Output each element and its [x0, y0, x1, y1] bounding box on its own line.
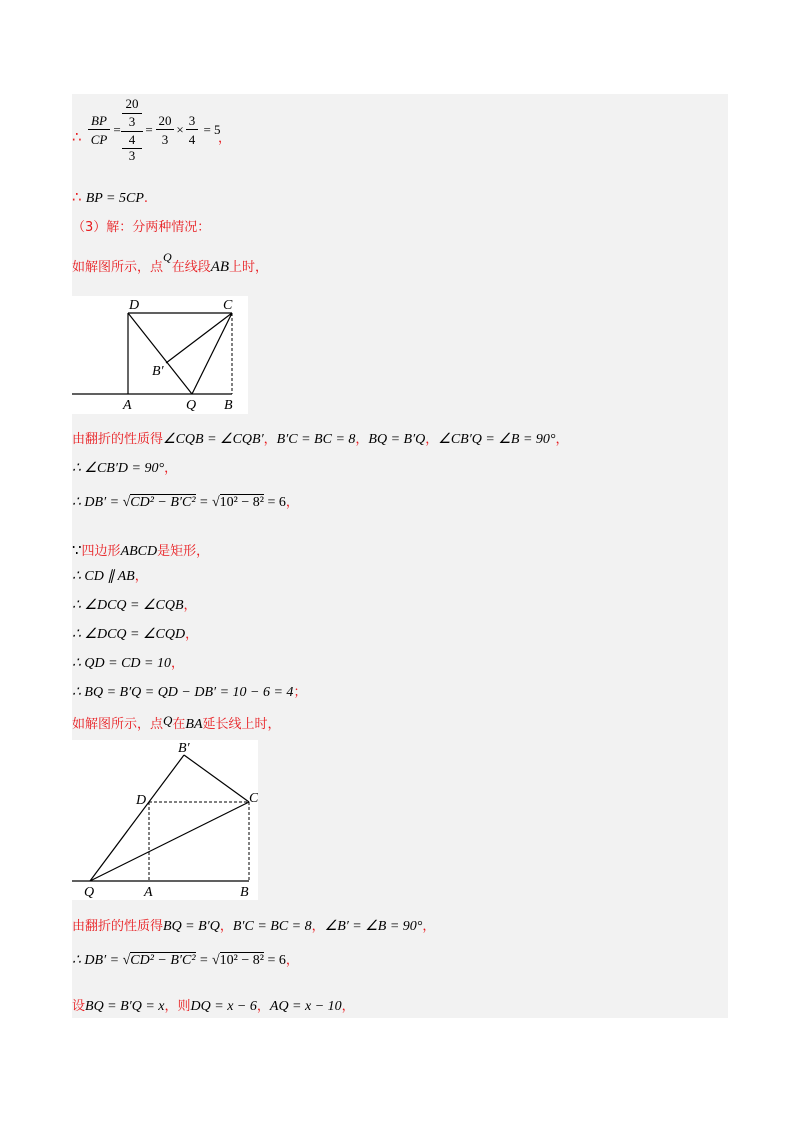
- qd-eq-cd: ∴ QD = CD = 10，: [72, 656, 184, 671]
- db-prime-calc-2: ∴ DB′ = √CD² − B′C² = √10² − 8² = 6，: [72, 953, 299, 968]
- fold-property-2: 由翻折的性质得BQ = B′Q，B′C = BC = 8，∠B′ = ∠B = 90°，: [72, 919, 436, 934]
- r-c: 3: [186, 113, 198, 130]
- fold-property-1: 由翻折的性质得∠CQB = ∠CQB′，B′C = BC = 8，BQ = B′Q，∠CB′Q = ∠B = 90°，: [72, 432, 569, 447]
- comma: ，: [218, 131, 232, 146]
- r-a: 20: [156, 113, 174, 130]
- figure-case1: [72, 296, 248, 414]
- label-a-2: A: [144, 885, 153, 900]
- r-d: 4: [188, 132, 196, 147]
- cd-parallel-ab: ∴ CD ∥ AB，: [72, 569, 148, 584]
- case2-intro: 如解图所示，点Q在BA延长线上时，: [72, 713, 281, 732]
- label-c-2: C: [249, 791, 258, 806]
- big-num-bot: 3: [122, 113, 142, 130]
- therefore-symbol: ∴: [72, 128, 82, 146]
- big-den-top: 4: [122, 132, 142, 149]
- label-a: A: [123, 398, 132, 413]
- big-den-bot: 3: [128, 148, 136, 163]
- angle-cb-d: ∴ ∠CB′D = 90°，: [72, 461, 178, 476]
- frac-cp: CP: [90, 132, 108, 147]
- db-prime-calc-1: ∴ DB′ = √CD² − B′C² = √10² − 8² = 6，: [72, 495, 299, 510]
- part3-heading: （3）解：分两种情况：: [72, 220, 211, 235]
- frac-bp: BP: [88, 113, 110, 130]
- angle-dcq-cqd: ∴ ∠DCQ = ∠CQD，: [72, 627, 199, 642]
- rectangle-statement: ∵四边形ABCD是矩形，: [72, 541, 210, 559]
- figure-case2: [72, 740, 258, 900]
- label-b-2: B: [240, 885, 249, 900]
- label-q-2: Q: [84, 885, 95, 900]
- let-x-statement: 设BQ = B′Q = x，则DQ = x − 6，AQ = x − 10，: [72, 999, 355, 1014]
- eq-sign: =: [113, 122, 121, 137]
- label-d-2: D: [136, 793, 147, 808]
- angle-dcq-cqb: ∴ ∠DCQ = ∠CQB，: [72, 598, 197, 613]
- big-num-top: 20: [125, 96, 139, 111]
- label-b: B: [224, 398, 233, 413]
- label-d: D: [129, 298, 140, 313]
- bq-result: ∴ BQ = B′Q = QD − DB′ = 10 − 6 = 4；: [72, 685, 307, 700]
- case1-intro: 如解图所示，点Q在线段AB上时，: [72, 250, 269, 275]
- line-bp-5cp: ∴ BP = 5CP.: [72, 188, 149, 206]
- label-b-prime-2: B′: [178, 741, 190, 756]
- label-b-prime: B′: [152, 364, 164, 379]
- r-end: = 5: [203, 122, 221, 137]
- label-c: C: [223, 298, 233, 313]
- r-b: 3: [161, 132, 169, 147]
- label-q: Q: [186, 398, 197, 413]
